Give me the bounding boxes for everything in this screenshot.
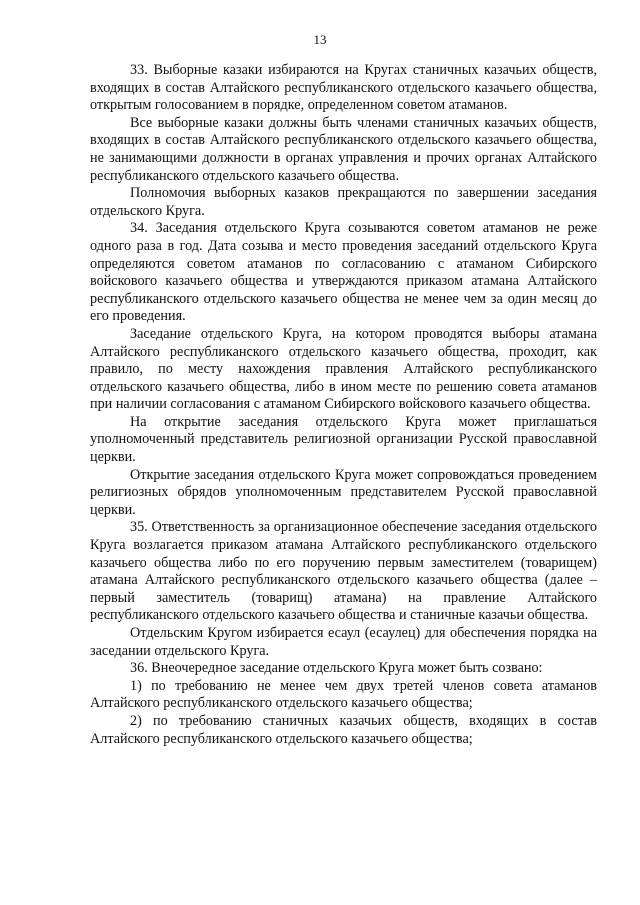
paragraph-34: 34. Заседания отдельского Круга созываются советом атаманов не реже одного раза в год. Дата созыва и место проведения заседаний отдельского Круга определяются советом атаманов по согласованию с атаманом Сибирского войскового казачьего общества и утверждаются приказом атамана Алтайского республиканского отдельского казачьего общества не менее чем за один месяц до его проведения.	[90, 220, 597, 325]
paragraph-elected-members: Все выборные казаки должны быть членами станичных казачьих обществ, входящих в состав Алтайского республиканского отдельского казачьего общества, не занимающими должности в органах управления и прочих органах Алтайского республиканского отдельского казачьего общества.	[90, 114, 597, 184]
document-body	[90, 62, 597, 748]
paragraph-religious-rites: Открытие заседания отдельского Круга может сопровождаться проведением религиозных обрядов уполномоченным представителем Русской православной церкви.	[90, 466, 597, 518]
paragraph-church-invite: На открытие заседания отдельского Круга может приглашаться уполномоченный представитель религиозной организации Русской православной церкви.	[90, 413, 597, 466]
list-item-1: 1) по требованию не менее чем двух третей членов совета атаманов Алтайского республиканского отдельского казачьего общества;	[90, 677, 597, 712]
paragraph-35: 35. Ответственность за организационное обеспечение заседания отдельского Круга возлагается приказом атамана Алтайского республиканского отдельского казачьего общества либо по его поручению первым заместителем (товарищем) атамана Алтайского республиканского отдельского казачьего общества (далее – первый заместитель (товарищ) атамана) на правление Алтайского республиканского отдельского казачьего общества и станичные казачьи общества.	[90, 519, 597, 624]
paragraph-powers-end: Полномочия выборных казаков прекращаются по завершении заседания отдельского Круга.	[90, 185, 597, 219]
paragraph-esaul: Отдельским Кругом избирается есаул (есаулец) для обеспечения порядка на заседании отдельского Круга.	[90, 625, 597, 659]
paragraph-36: 36. Внеочередное заседание отдельского Круга может быть созвано:	[130, 660, 543, 677]
page-number: 13	[313, 32, 327, 47]
list-item-2: 2) по требованию станичных казачьих обществ, входящих в состав Алтайского республиканского отдельского казачьего общества;	[90, 712, 597, 747]
paragraph-election-session: Заседание отдельского Круга, на котором проводятся выборы атамана Алтайского республиканского отдельского казачьего общества, проходит, как правило, по месту нахождения правления Алтайского республиканского отдельского казачьего общества, либо в ином месте по решению совета атаманов при наличии согласования с атаманом Сибирского войскового казачьего общества.	[90, 325, 597, 413]
paragraph-33: 33. Выборные казаки избираются на Кругах станичных казачьих обществ, входящих в состав Алтайского республиканского отдельского казачьего общества, открытым голосованием в порядке, определенном советом атаманов.	[90, 62, 597, 114]
